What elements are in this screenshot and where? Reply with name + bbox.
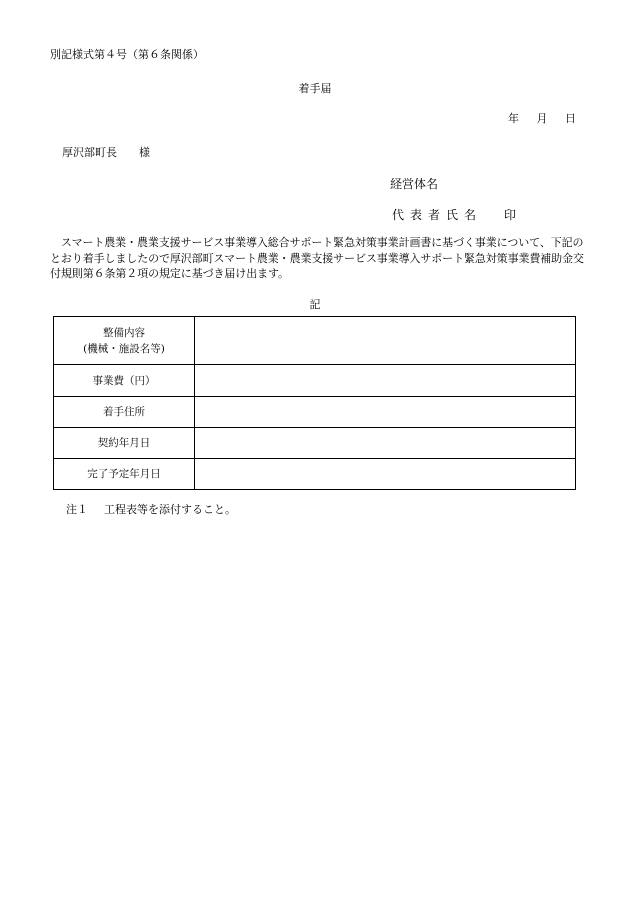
- label-line-sub: (機械・施設名等): [83, 342, 165, 355]
- ki-heading: 記: [309, 298, 321, 311]
- body-paragraph: [50, 235, 590, 282]
- table-row: [54, 317, 576, 365]
- row-label-completion-date: 完了予定年月日: [54, 459, 195, 490]
- date-year: 年: [508, 112, 519, 125]
- row-label-contract-date: 契約年月日: [54, 428, 195, 459]
- row-label-cost: 事業費（円）: [54, 365, 195, 397]
- note-number: 注１: [66, 503, 88, 516]
- representative-label: 代表者氏名: [392, 208, 483, 222]
- company-label: 経営体名: [390, 177, 439, 191]
- form-number: 別記様式第４号（第６条関係）: [50, 48, 204, 61]
- date-line: [508, 110, 576, 126]
- body-text: スマート農業・農業支援サービス事業導入総合サポート緊急対策事業計画書に基づく事業について、下記のとおり着手しましたので厚沢部町スマート農業・農業支援サービス事業導入サポート緊急対策事業費補助金交付規則第６条第２項の規定に基づき届け出ます。: [50, 236, 584, 280]
- value-equipment: [195, 317, 576, 365]
- row-label-address: 着手住所: [54, 397, 195, 428]
- value-cost: [195, 365, 576, 397]
- label-line: 整備内容: [103, 326, 145, 339]
- table-row: [54, 459, 576, 490]
- value-completion-date: [195, 459, 576, 490]
- date-month: 月: [536, 112, 548, 125]
- addressee: [62, 144, 150, 160]
- value-contract-date: [195, 428, 576, 459]
- addressee-honorific: 様: [139, 146, 150, 159]
- representative-line: [392, 206, 516, 223]
- note-text: 工程表等を添付すること。: [104, 503, 236, 516]
- value-address: [195, 397, 576, 428]
- table-row: [54, 365, 576, 397]
- document-title: 着手届: [298, 82, 332, 95]
- addressee-name: 厚沢部町長: [62, 146, 117, 159]
- seal-mark: 印: [504, 208, 517, 222]
- row-label-equipment: [54, 317, 195, 365]
- note: [66, 501, 236, 517]
- detail-table: [53, 316, 576, 490]
- table-row: [54, 397, 576, 428]
- date-day: 日: [565, 112, 576, 125]
- table-row: [54, 428, 576, 459]
